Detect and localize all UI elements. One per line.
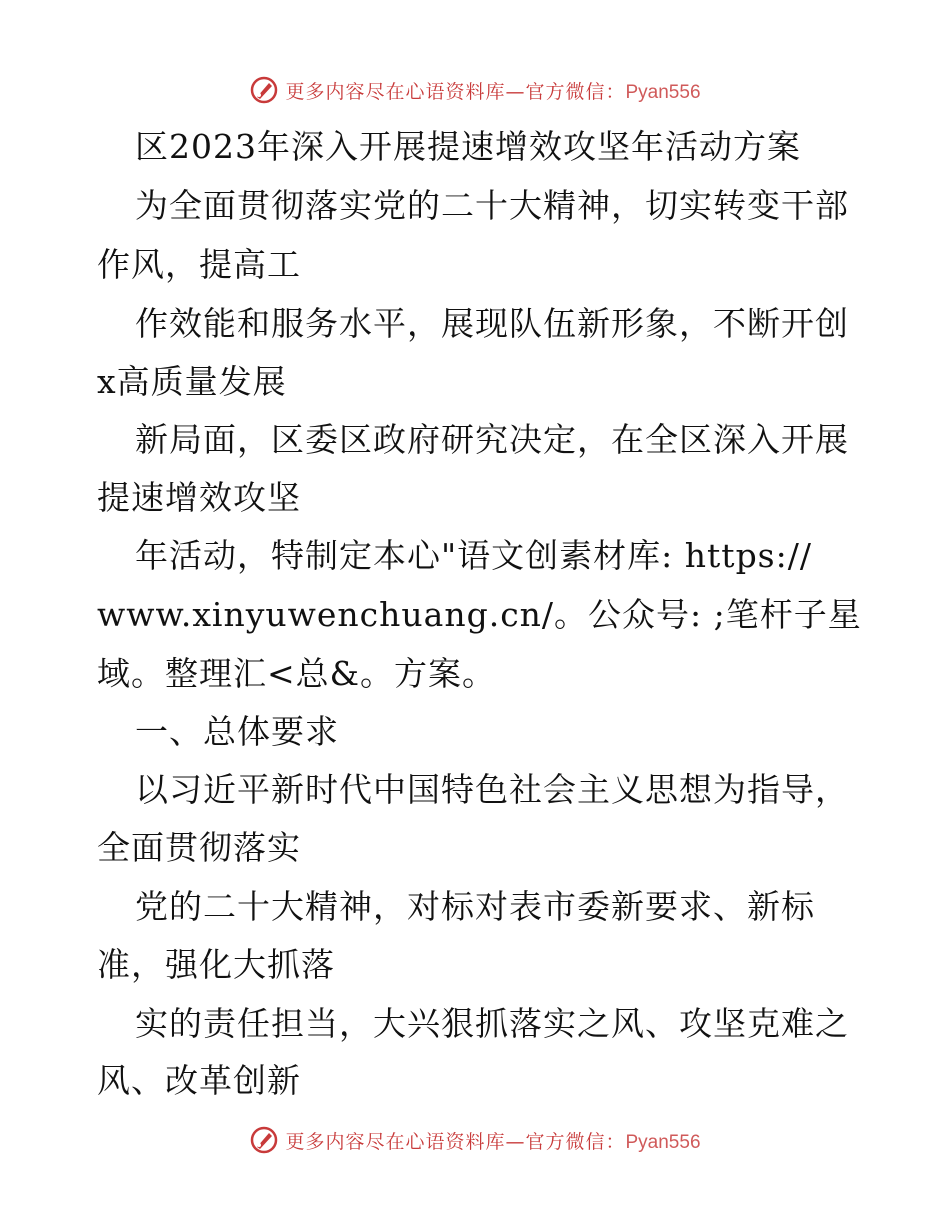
paragraph-line: 为全面贯彻落实党的二十大精神，切实转变干部 (135, 186, 849, 225)
quill-logo-icon (249, 1125, 279, 1155)
watermark-text: 更多内容尽在心语资料库—官方微信：Pyan556 (285, 1130, 701, 1153)
paragraph-line: x高质量发展 (97, 362, 287, 401)
paragraph-line: 新局面，区委区政府研究决定，在全区深入开展 (135, 420, 849, 459)
watermark-text: 更多内容尽在心语资料库—官方微信：Pyan556 (285, 80, 701, 103)
paragraph-line: www.xinyuwenchuang.cn/。公众号: ;笔杆子星 (97, 595, 862, 634)
footer-watermark (0, 1120, 950, 1160)
paragraph-line: 党的二十大精神，对标对表市委新要求、新标 (135, 887, 815, 926)
document-title: 区2023年深入开展提速增效攻坚年活动方案 (135, 127, 801, 166)
paragraph-line: 全面贯彻落实 (97, 828, 301, 867)
paragraph-line: 提速增效攻坚 (97, 478, 301, 517)
paragraph-line: 域。整理汇<总&。方案。 (97, 654, 497, 693)
paragraph-line: 以习近平新时代中国特色社会主义思想为指导， (135, 770, 849, 809)
section-heading: 一、总体要求 (135, 712, 339, 751)
paragraph-line: 年活动，特制定本心"语文创素材库: https:// (135, 536, 812, 575)
paragraph-line: 作风，提高工 (97, 245, 301, 284)
paragraph-line: 准，强化大抓落 (97, 945, 335, 984)
paragraph-line: 作效能和服务水平，展现队伍新形象，不断开创 (135, 304, 849, 343)
paragraph-line: 风、改革创新 (97, 1061, 301, 1100)
paragraph-line: 实的责任担当，大兴狠抓落实之风、攻坚克难之 (135, 1004, 849, 1043)
